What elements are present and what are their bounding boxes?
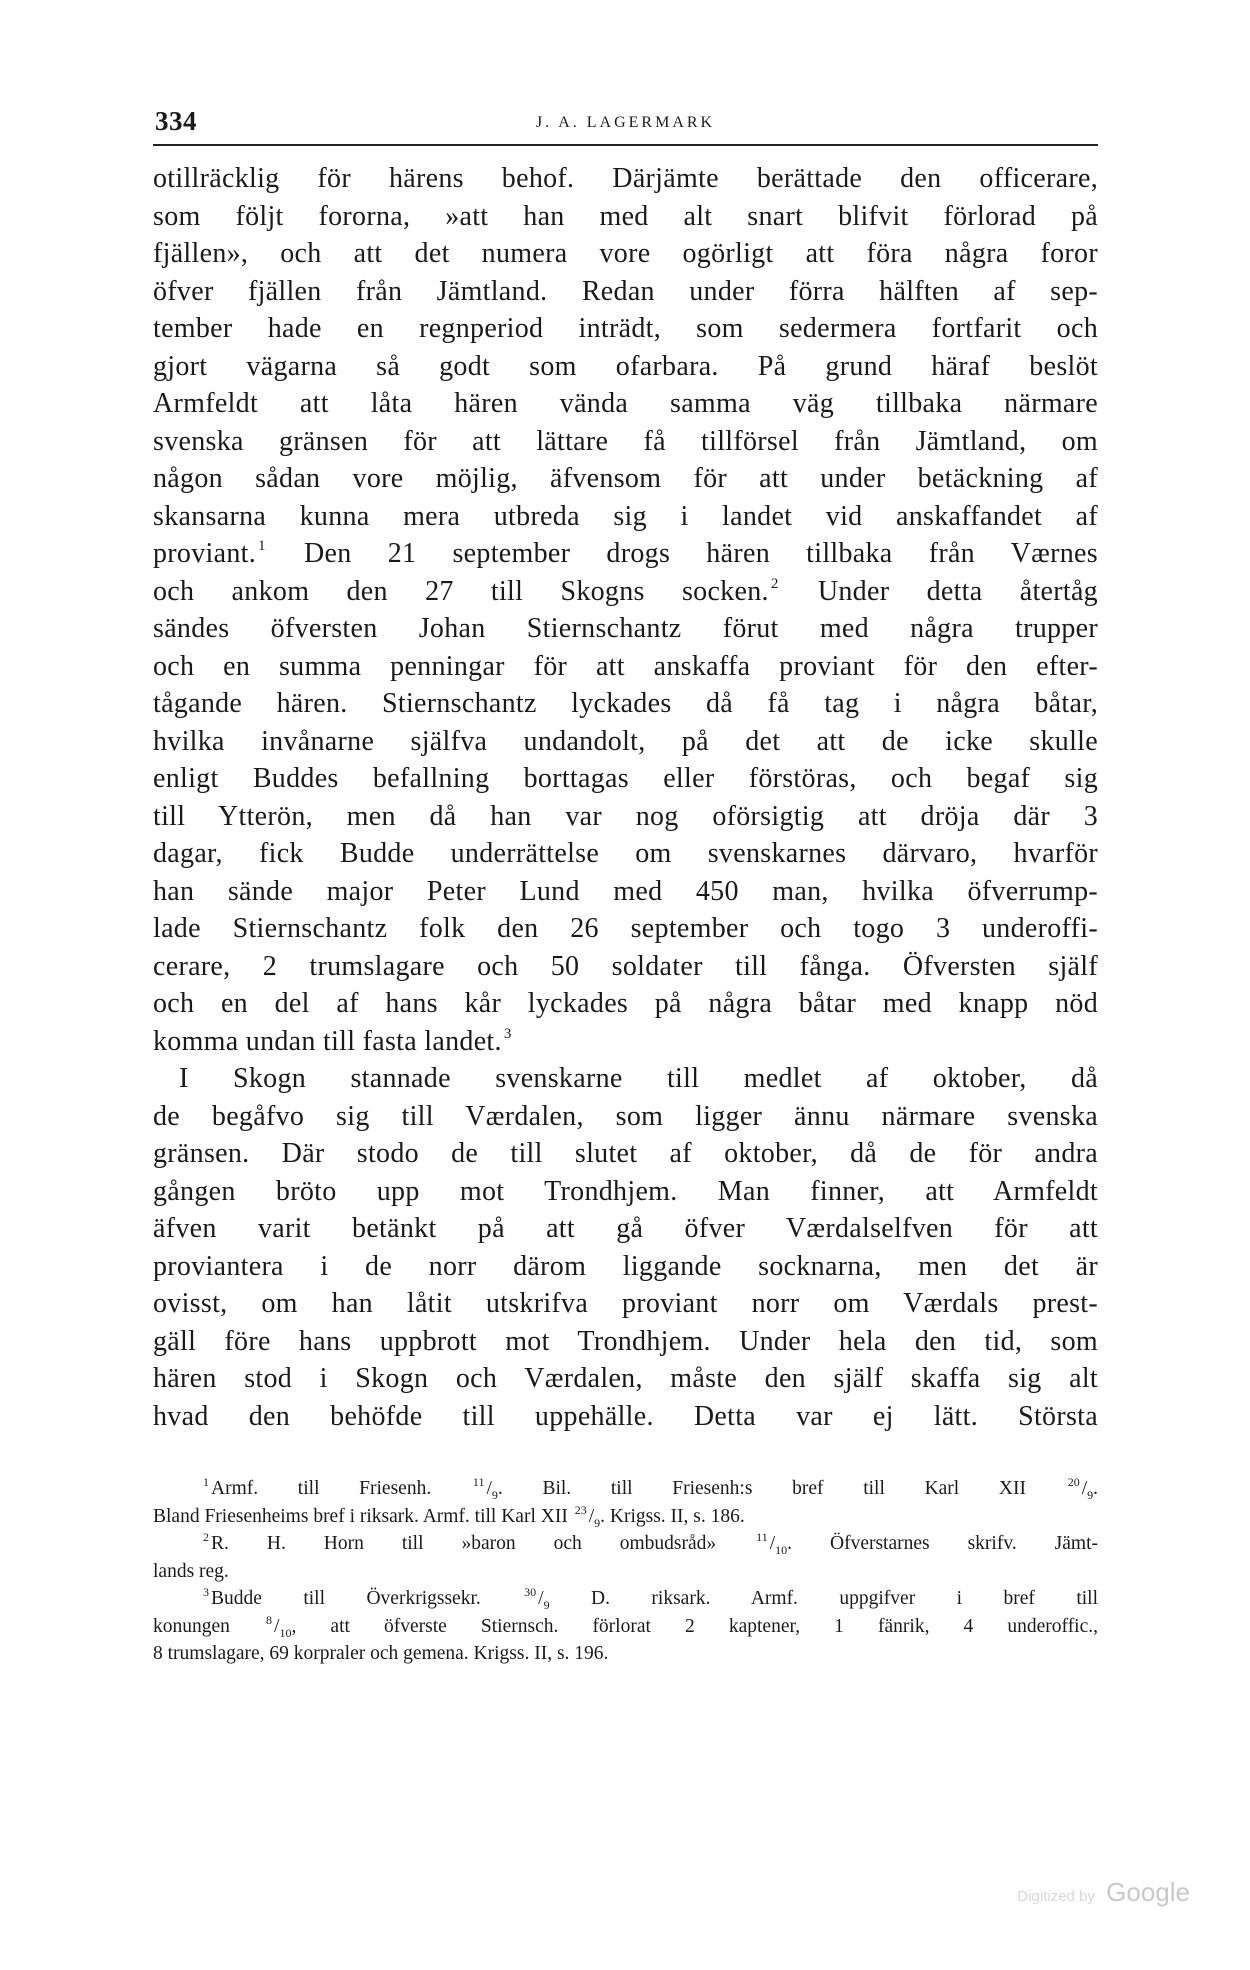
watermark-prefix: Digitized by [1017,1888,1095,1905]
text-line: hvilka invånarne själfva undandolt, på det att de icke skulle [153,725,1098,757]
running-head [153,100,1098,144]
text-line: de begåfvo sig till Værdalen, som ligger ännu närmare svenska [153,1100,1098,1132]
text-line: och en summa penningar för att anskaffa proviant för den efter- [153,650,1098,682]
footnote-line: $^1$ Armf. till Friesenh. $^{11}$ $/_9$. Bil. till Friesenh:s bref till Karl XII $^{20}$ $/_9$. [203,1475,1098,1502]
text-line: proviant. $^1$ Den 21 september drogs hären tillbaka från Værnes [153,538,1098,569]
footnote-line: $^2$ R. H. Horn till »baron och ombudsråd» $^{11}$ $/_{10}$. Öfverstarnes skrifv. Jämt- [203,1530,1098,1557]
footnote-ref: 2 [770,575,779,592]
footnote-ref: 1 [258,538,266,554]
text-line: tember hade en regnperiod inträdt, som sedermera fortfarit och [153,313,1098,344]
text-line: och ankom den 27 till Skogns socken. $^2$ Under detta återtåg [153,575,1098,607]
text-line: enligt Buddes befallning borttagas eller förstöras, och begaf sig [153,763,1098,794]
text-line: dagar, fick Budde underrättelse om svenskarnes därvaro, hvarför [153,838,1098,869]
text-line: otillräcklig för härens behof. Därjämte berättade den officerare, [153,163,1098,194]
book-page [153,100,1098,1668]
text-line: gången bröto upp mot Trondhjem. Man finner, att Armfeldt [153,1175,1098,1207]
text-line: som följt fororna, »att han med alt snart blifvit förlorad på [153,200,1098,232]
text-line: öfver fjällen från Jämtland. Redan under förra hälften af sep- [153,275,1098,307]
page-number: 334 [155,106,197,136]
watermark-brand: Google [1106,1877,1190,1907]
footnote-line: $^3$ Budde till Överkrigssekr. $^{30}$ $/_9$ D. riksark. Armf. uppgifver i bref till [203,1585,1098,1612]
footnote-ref: 3 [503,1025,512,1042]
text-line: cerare, 2 trumslagare och 50 soldater till fånga. Öfversten själf [153,950,1098,982]
text-line: gäll före hans uppbrott mot Trondhjem. Under hela den tid, som [153,1325,1098,1357]
body-text [153,160,1098,1435]
text-line: svenska gränsen för att lättare få tillförsel från Jämtland, om [153,425,1098,457]
text-line: Armfeldt att låta hären vända samma väg tillbaka närmare [153,388,1098,419]
header-rule [153,144,1098,146]
text-line: proviantera i de norr därom liggande socknarna, men det är [153,1250,1098,1282]
text-line: och en del af hans kår lyckades på några båtar med knapp nöd [153,988,1098,1019]
text-line: ovisst, om han låtit utskrifva proviant norr om Værdals prest- [153,1288,1098,1319]
digitization-watermark [1017,1877,1190,1908]
text-line: lade Stiernschantz folk den 26 september och togo 3 underoffi- [153,913,1098,944]
text-line: hvad den behöfde till uppehälle. Detta var ej lätt. Största [153,1400,1098,1432]
footnote-line: Bland Friesenheims bref i riksark. Armf. till Karl XII $^{23}$ $/_9$. Krigss. II, s. 186. [153,1502,745,1530]
footnote-line: 8 trumslagare, 69 korpraler och gemena. Krigss. II, s. 196. [153,1643,609,1664]
footnotes [153,1475,1098,1668]
text-line: äfven varit betänkt på att gå öfver Værdalselfven för att [153,1213,1098,1244]
text-line: han sände major Peter Lund med 450 man, hvilka öfverrump- [153,875,1098,907]
running-head-author: J. A. LAGERMARK [535,114,716,131]
footnote-line: konungen $^8$ $/_{10}$, att öfverste Stiernsch. förlorat 2 kaptener, 1 fänrik, 4 underoffic., [153,1612,1099,1640]
text-line: hären stod i Skogn och Værdalen, måste den själf skaffa sig alt [153,1363,1098,1394]
text-line: tågande hären. Stiernschantz lyckades då få tag i några båtar, [153,688,1098,719]
text-line: I Skogn stannade svenskarne till medlet af oktober, då [179,1063,1098,1094]
text-line: gjort vägarna så godt som ofarbara. På grund häraf beslöt [153,350,1098,382]
text-line: skansarna kunna mera utbreda sig i landet vid anskaffandet af [153,500,1098,532]
text-line: sändes öfversten Johan Stiernschantz förut med några trupper [153,613,1098,644]
text-line: komma undan till fasta landet. $^3$ [153,1025,512,1057]
text-line: gränsen. Där stodo de till slutet af oktober, då de för andra [153,1138,1098,1169]
text-line: någon sådan vore möjlig, äfvensom för att under betäckning af [153,463,1098,494]
text-line: fjällen», och att det numera vore ogörligt att föra några foror [153,238,1098,269]
text-line: till Ytterön, men då han var nog oförsigtig att dröja där 3 [153,800,1098,832]
footnote-line: lands reg. [153,1560,229,1582]
